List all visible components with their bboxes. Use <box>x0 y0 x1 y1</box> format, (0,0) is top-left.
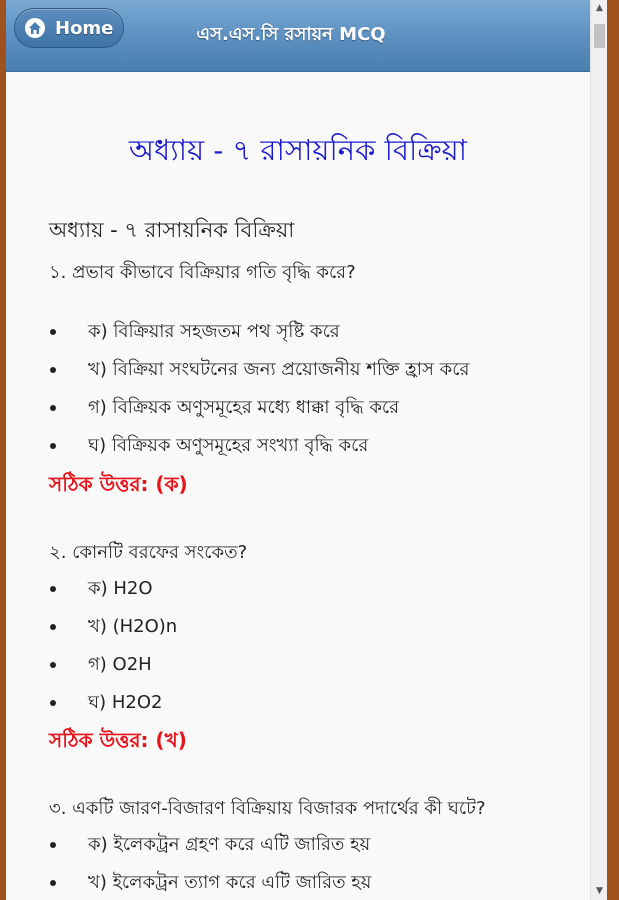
chapter-subheading: অধ্যায় - ৭ রাসায়নিক বিক্রিয়া <box>49 218 295 242</box>
window-border <box>607 0 619 900</box>
option-label: খ) বিক্রিয়া সংঘটনের জন্য প্রয়োজনীয় শক্তি হ্রাস করে <box>88 359 470 380</box>
question-text: ৩. একটি জারণ-বিজারণ বিক্রিয়ায় বিজারক পদার্থের কী ঘটে? <box>49 798 486 819</box>
bullet <box>50 662 56 668</box>
option-label: ক) ইলেকট্রন গ্রহণ করে এটি জারিত হয় <box>88 834 371 855</box>
option-label: গ) O2H <box>88 654 152 675</box>
home-button-label: Home <box>55 17 114 39</box>
scrollbar-thumb[interactable] <box>594 24 605 48</box>
page-title: এস.এস.সি রসায়ন MCQ <box>196 24 386 45</box>
header-bar <box>6 0 590 72</box>
bullet <box>50 329 56 335</box>
bullet <box>50 624 56 630</box>
option-label: ক) বিক্রিয়ার সহজতম পথ সৃষ্টি করে <box>88 321 340 342</box>
correct-answer: সঠিক উত্তর: (ক) <box>49 472 188 496</box>
home-button[interactable] <box>14 8 124 48</box>
question-text: ২. কোনটি বরফের সংকেত? <box>49 542 248 563</box>
bullet <box>50 367 56 373</box>
bullet <box>50 842 56 848</box>
chapter-heading: অধ্যায় - ৭ রাসায়নিক বিক্রিয়া <box>128 133 468 167</box>
question-text: ১. প্রভাব কীভাবে বিক্রিয়ার গতি বৃদ্ধি করে? <box>49 262 356 283</box>
option-label: খ) (H2O)n <box>88 616 178 637</box>
option-label: ঘ) H2O2 <box>88 692 163 713</box>
option-label: ক) H2O <box>88 578 153 599</box>
home-icon <box>25 18 45 38</box>
bullet <box>50 405 56 411</box>
correct-answer: সঠিক উত্তর: (খ) <box>49 728 187 752</box>
bullet <box>50 700 56 706</box>
bullet <box>50 880 56 886</box>
option-label: খ) ইলেকট্রন ত্যাগ করে এটি জারিত হয় <box>88 872 372 893</box>
bullet <box>50 586 56 592</box>
vertical-scrollbar[interactable] <box>590 0 608 900</box>
option-label: গ) বিক্রিয়ক অণুসমূহের মধ্যে ধাক্কা বৃদ্ধি করে <box>88 397 400 418</box>
scroll-up-arrow-icon[interactable]: ▲ <box>596 3 603 13</box>
bullet <box>50 443 56 449</box>
app-window <box>6 0 590 900</box>
option-label: ঘ) বিক্রিয়ক অণুসমূহের সংখ্যা বৃদ্ধি করে <box>88 435 369 456</box>
scroll-down-arrow-icon[interactable]: ▼ <box>596 886 603 896</box>
